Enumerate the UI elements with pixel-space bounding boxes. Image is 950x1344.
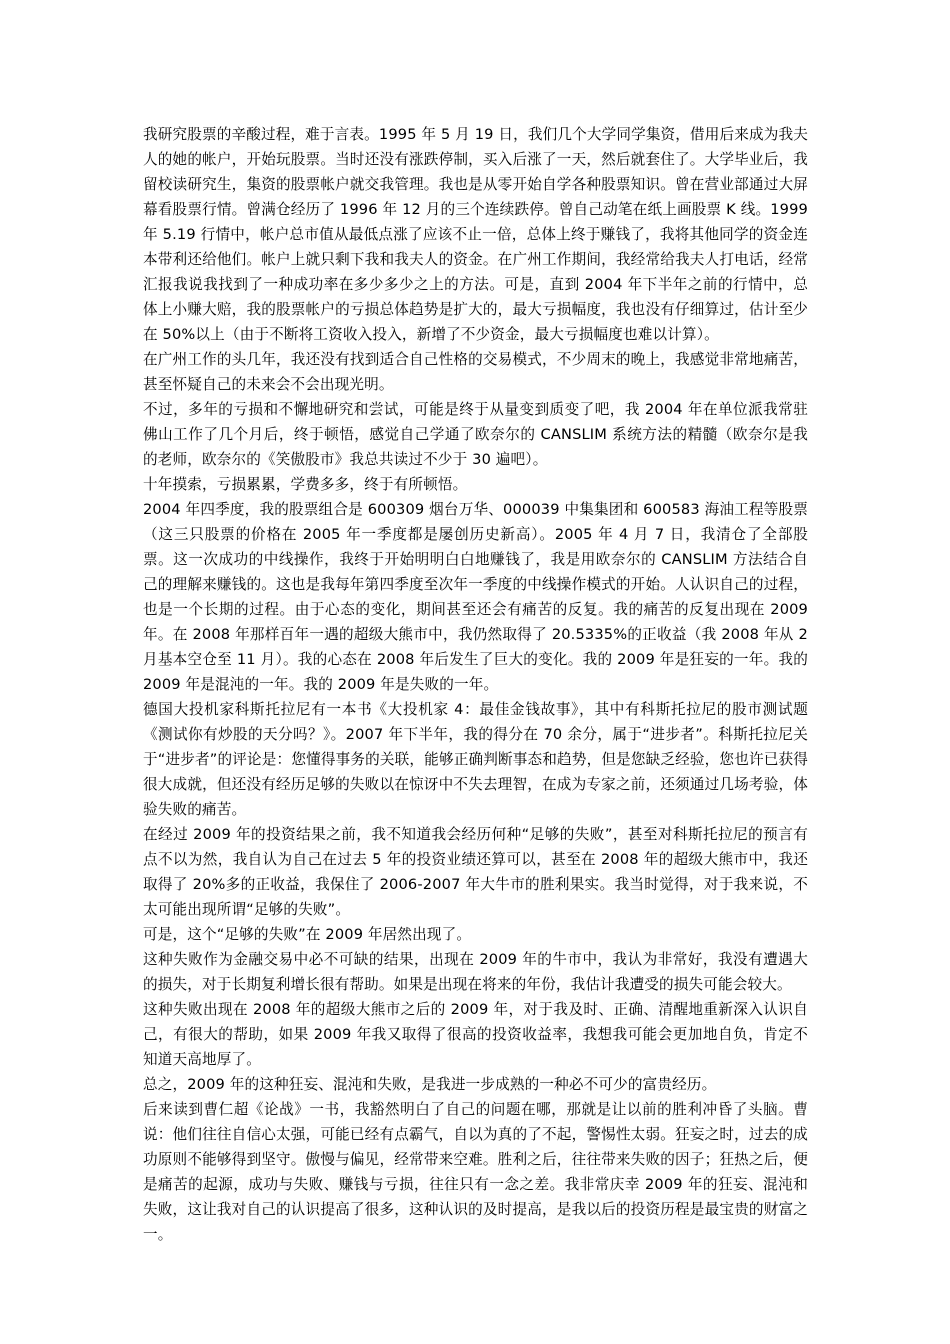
paragraph-7: 在经过 2009 年的投资结果之前，我不知道我会经历何种“足够的失败”，甚至对科斯托拉尼的预言有点不以为然，我自认为自己在过去 5 年的投资业绩还算可以，甚至在 2008 年的超级大熊市中，我还取得了 20%多的正收益，我保住了 2006-2007 年大牛市的胜利果实。我当时觉得，对于我来说，不太可能出现所谓“足够的失败”。 [143,826,808,918]
paragraph-6: 德国大投机家科斯托拉尼有一本书《大投机家 4：最佳金钱故事》，其中有科斯托拉尼的股市测试题《测试你有炒股的天分吗？》。2007 年下半年，我的得分在 70 余分，属于“进步者”。科斯托拉尼关于“进步者”的评论是：您懂得事务的关联，能够正确判断事态和趋势，但是您缺乏经验，您也许已获得很大成就，但还没有经历足够的失败以在惊讶中不失去理智，在成为专家之前，还须通过几场考验，体验失败的痛苦。 [143,701,808,818]
paragraph-10: 这种失败出现在 2008 年的超级大熊市之后的 2009 年，对于我及时、正确、清醒地重新深入认识自己，有很大的帮助，如果 2009 年我又取得了很高的投资收益率，我想我可能会更加地自负，肯定不知道天高地厚了。 [143,1001,808,1068]
paragraph-11: 总之，2009 年的这种狂妄、混沌和失败，是我进一步成熟的一种必不可少的富贵经历。 [143,1076,717,1093]
paragraph-8: 可是，这个“足够的失败”在 2009 年居然出现了。 [143,926,472,943]
paragraph-1: 我研究股票的辛酸过程，难于言表。1995 年 5 月 19 日，我们几个大学同学集资，借用后来成为我夫人的她的帐户，开始玩股票。当时还没有涨跌停制，买入后涨了一天，然后就套住了。大学毕业后，我留校读研究生，集资的股票帐户就交我管理。我也是从零开始自学各种股票知识。曾在营业部通过大屏幕看股票行情。曾满仓经历了 1996 年 12 月的三个连续跌停。曾自己动笔在纸上画股票 K 线。1999 年 5.19 行情中，帐户总市值从最低点涨了应该不止一倍，总体上终于赚钱了，我将其他同学的资金连本带利还给他们。帐户上就只剩下我和我夫人的资金。在广州工作期间，我经常给我夫人打电话，经常汇报我说我找到了一种成功率在多少多少之上的方法。可是，直到 2004 年下半年之前的行情中，总体上小赚大赔，我的股票帐户的亏损总体趋势是扩大的，最大亏损幅度，我也没有仔细算过，估计至少在 50%以上（由于不断将工资收入投入，新增了不少资金，最大亏损幅度也难以计算）。 [143,126,808,343]
paragraph-3: 不过，多年的亏损和不懈地研究和尝试，可能是终于从量变到质变了吧，我 2004 年在单位派我常驻佛山工作了几个月后，终于顿悟，感觉自己学通了欧奈尔的 CANSLIM 系统方法的精髓（欧奈尔是我的老师，欧奈尔的《笑傲股市》我总共读过不少于 30 遍吧）。 [143,401,808,468]
paragraph-2: 在广州工作的头几年，我还没有找到适合自己性格的交易模式，不少周末的晚上，我感觉非常地痛苦，甚至怀疑自己的未来会不会出现光明。 [143,351,808,393]
paragraph-12: 后来读到曹仁超《论战》一书，我豁然明白了自己的问题在哪，那就是让以前的胜利冲昏了头脑。曹说：他们往往自信心太强，可能已经有点霸气，自以为真的了不起，警惕性太弱。狂妄之时，过去的成功原则不能够得到坚守。傲慢与偏见，经常带来空难。胜利之后，往往带来失败的因子；狂热之后，便是痛苦的起源，成功与失败、赚钱与亏损，往往只有一念之差。我非常庆幸 2009 年的狂妄、混沌和失败，这让我对自己的认识提高了很多，这种认识的及时提高，是我以后的投资历程是最宝贵的财富之一。 [143,1101,808,1243]
paragraph-9: 这种失败作为金融交易中必不可缺的结果，出现在 2009 年的牛市中，我认为非常好，我没有遭遇大的损失，对于长期复利增长很有帮助。如果是出现在将来的年份，我估计我遭受的损失可能会较大。 [143,951,808,993]
document-body [143,122,808,1247]
paragraph-4: 十年摸索，亏损累累，学费多多，终于有所顿悟。 [143,476,468,493]
paragraph-5: 2004 年四季度，我的股票组合是 600309 烟台万华、000039 中集集团和 600583 海油工程等股票（这三只股票的价格在 2005 年一季度都是屡创历史新高）。2005 年 4 月 7 日，我清仓了全部股票。这一次成功的中线操作，我终于开始明明白白地赚钱了，我是用欧奈尔的 CANSLIM 方法结合自己的理解来赚钱的。这也是我每年第四季度至次年一季度的中线操作模式的开始。人认识自己的过程，也是一个长期的过程。由于心态的变化，期间甚至还会有痛苦的反复。我的痛苦的反复出现在 2009 年。在 2008 年那样百年一遇的超级大熊市中，我仍然取得了 20.5335%的正收益（我 2008 年从 2 月基本空仓至 11 月）。我的心态在 2008 年后发生了巨大的变化。我的 2009 年是狂妄的一年。我的 2009 年是混沌的一年。我的 2009 年是失败的一年。 [143,501,808,693]
